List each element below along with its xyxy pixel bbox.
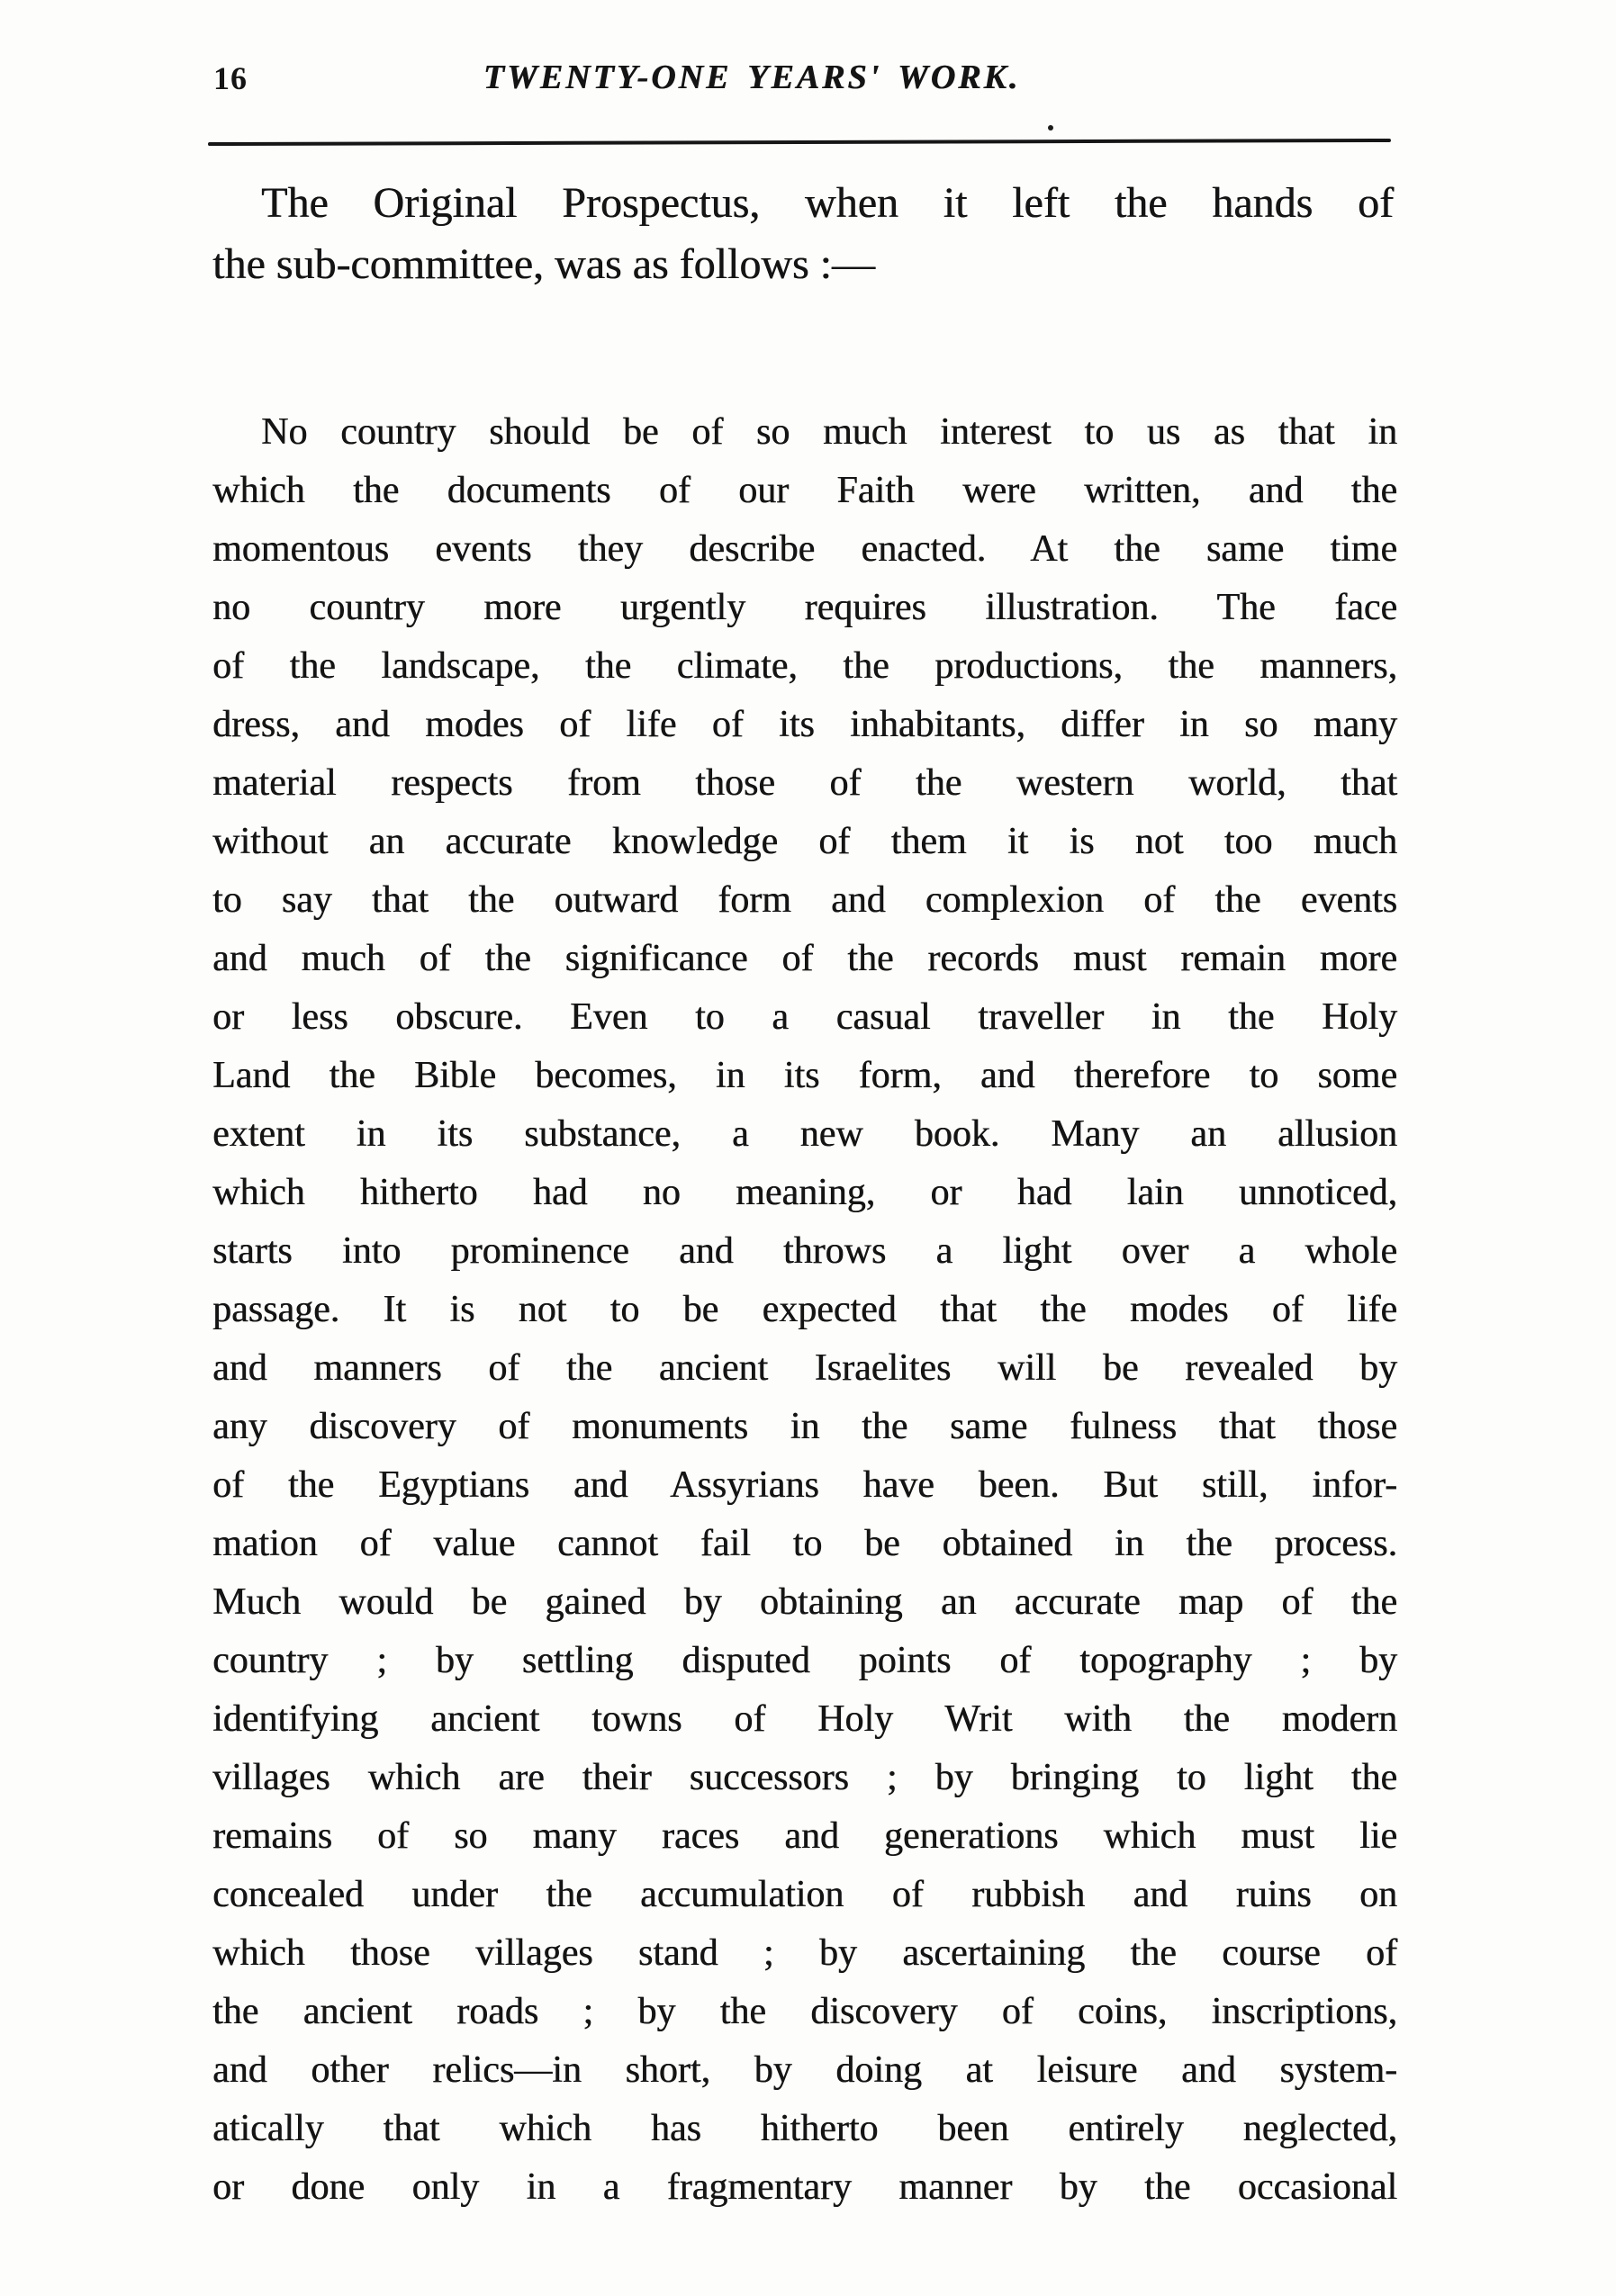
text-line: which the documents of our Faith were written, and the	[212, 470, 1397, 511]
text-line: starts into prominence and throws a light over a whole	[212, 1230, 1397, 1272]
running-header: TWENTY-ONE YEARS' WORK.	[483, 59, 1021, 96]
text-line: which hitherto had no meaning, or had lain unnoticed,	[212, 1172, 1397, 1213]
text-line: atically that which has hitherto been entirely neglected,	[212, 2108, 1397, 2149]
text-line: No country should be of so much interest to us as that in	[261, 411, 1397, 453]
page-number: 16	[213, 60, 248, 96]
text-line: and manners of the ancient Israelites will be revealed by	[212, 1347, 1397, 1389]
text-line: momentous events they describe enacted. At the same time	[212, 528, 1397, 570]
text-line: of the Egyptians and Assyrians have been. But still, infor-	[212, 1464, 1397, 1506]
text-line: and other relics—in short, by doing at leisure and system-	[212, 2049, 1397, 2091]
text-line: The Original Prospectus, when it left the hands of	[261, 179, 1394, 227]
text-line: identifying ancient towns of Holy Writ with the modern	[212, 1698, 1397, 1740]
text-line: of the landscape, the climate, the productions, the manners,	[212, 645, 1397, 687]
text-line: the ancient roads ; by the discovery of coins, inscriptions,	[212, 1991, 1397, 2032]
text-line: Much would be gained by obtaining an accurate map of the	[212, 1581, 1397, 1623]
header-rule	[208, 139, 1391, 146]
text-line: material respects from those of the western world, that	[212, 762, 1397, 804]
text-line: country ; by settling disputed points of topography ; by	[212, 1640, 1397, 1681]
text-line: extent in its substance, a new book. Many an allusion	[212, 1113, 1397, 1155]
text-line: Land the Bible becomes, in its form, and therefore to some	[212, 1055, 1397, 1096]
text-line: or less obscure. Even to a casual traveller in the Holy	[212, 996, 1397, 1038]
text-line: and much of the significance of the records must remain more	[212, 938, 1397, 979]
text-line: dress, and modes of life of its inhabitants, differ in so many	[212, 704, 1397, 745]
text-line: to say that the outward form and complexion of the events	[212, 879, 1397, 921]
prospectus-paragraph	[212, 403, 1397, 2217]
intro-paragraph	[212, 173, 1394, 295]
text-line: passage. It is not to be expected that the modes of life	[212, 1289, 1397, 1330]
text-line: villages which are their successors ; by bringing to light the	[212, 1757, 1397, 1798]
text-line: any discovery of monuments in the same fulness that those	[212, 1406, 1397, 1447]
text-line: the sub-committee, was as follows :—	[212, 240, 875, 288]
text-line: concealed under the accumulation of rubbish and ruins on	[212, 1874, 1397, 1915]
text-line: which those villages stand ; by ascertaining the course of	[212, 1932, 1397, 1974]
text-line: mation of value cannot fail to be obtained in the process.	[212, 1523, 1397, 1564]
text-line: remains of so many races and generations which must lie	[212, 1815, 1397, 1857]
scan-artifact	[1048, 125, 1053, 131]
text-line: without an accurate knowledge of them it is not too much	[212, 821, 1397, 862]
text-line: no country more urgently requires illustration. The face	[212, 587, 1397, 628]
text-line: or done only in a fragmentary manner by the occasional	[212, 2166, 1397, 2208]
